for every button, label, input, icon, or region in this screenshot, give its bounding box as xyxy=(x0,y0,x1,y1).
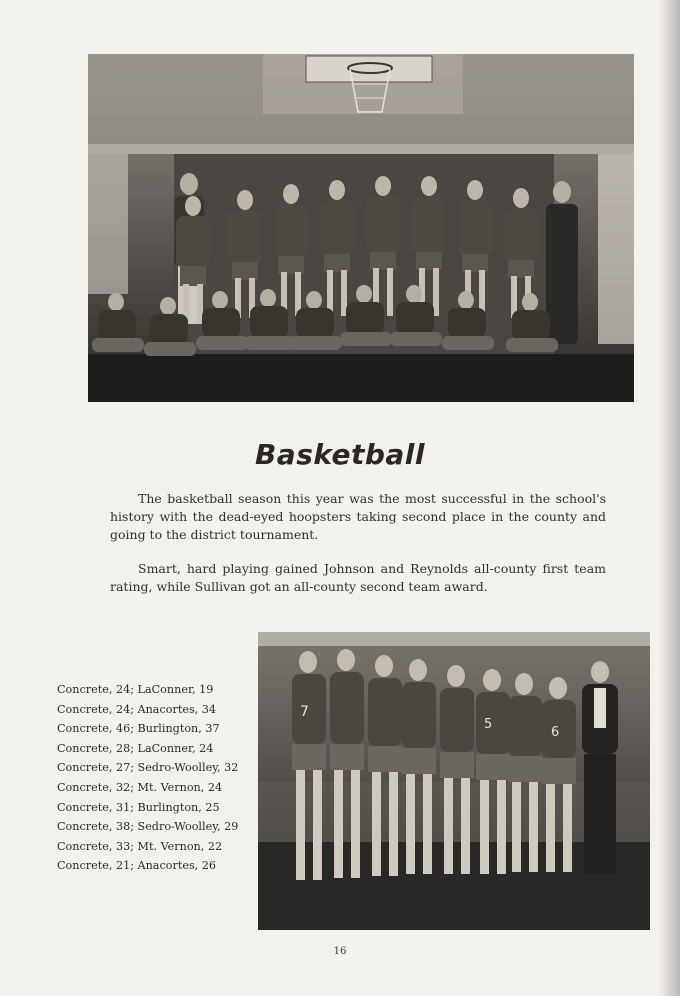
awards-paragraph: Smart, hard playing gained Johnson and Reynolds all-county first team rating, while Sullivan got an all-county second team award. xyxy=(110,561,606,594)
team-photo-starters-image xyxy=(258,632,650,930)
score-line: Concrete, 38; Sedro-Woolley, 29 xyxy=(57,820,239,834)
section-heading: Basketball xyxy=(254,438,426,471)
score-line: Concrete, 46; Burlington, 37 xyxy=(57,722,220,736)
score-line: Concrete, 28; LaConner, 24 xyxy=(57,741,214,755)
svg-text:5: 5 xyxy=(484,717,493,732)
team-photo-squad xyxy=(88,54,634,402)
page-number: 16 xyxy=(333,946,347,957)
team-photo-squad-image xyxy=(88,54,634,402)
team-photo-starters xyxy=(258,632,650,930)
svg-text:6: 6 xyxy=(551,725,560,740)
score-line: Concrete, 24; Anacortes, 34 xyxy=(57,702,217,716)
score-line: Concrete, 27; Sedro-Woolley, 32 xyxy=(57,761,239,775)
score-line: Concrete, 24; LaConner, 19 xyxy=(57,683,214,696)
page-edge-shadow xyxy=(658,0,680,996)
intro-paragraph: The basketball season this year was the most successful in the school's history with the dead-eyed hoopsters taking second place in the county and going to the district tournament. xyxy=(110,491,606,542)
score-line: Concrete, 32; Mt. Vernon, 24 xyxy=(57,780,223,794)
svg-text:7: 7 xyxy=(300,704,309,720)
season-scores-list xyxy=(57,680,238,876)
score-line: Concrete, 21; Anacortes, 26 xyxy=(57,859,217,873)
score-line: Concrete, 31; Burlington, 25 xyxy=(57,800,220,814)
score-line: Concrete, 33; Mt. Vernon, 22 xyxy=(57,839,223,853)
